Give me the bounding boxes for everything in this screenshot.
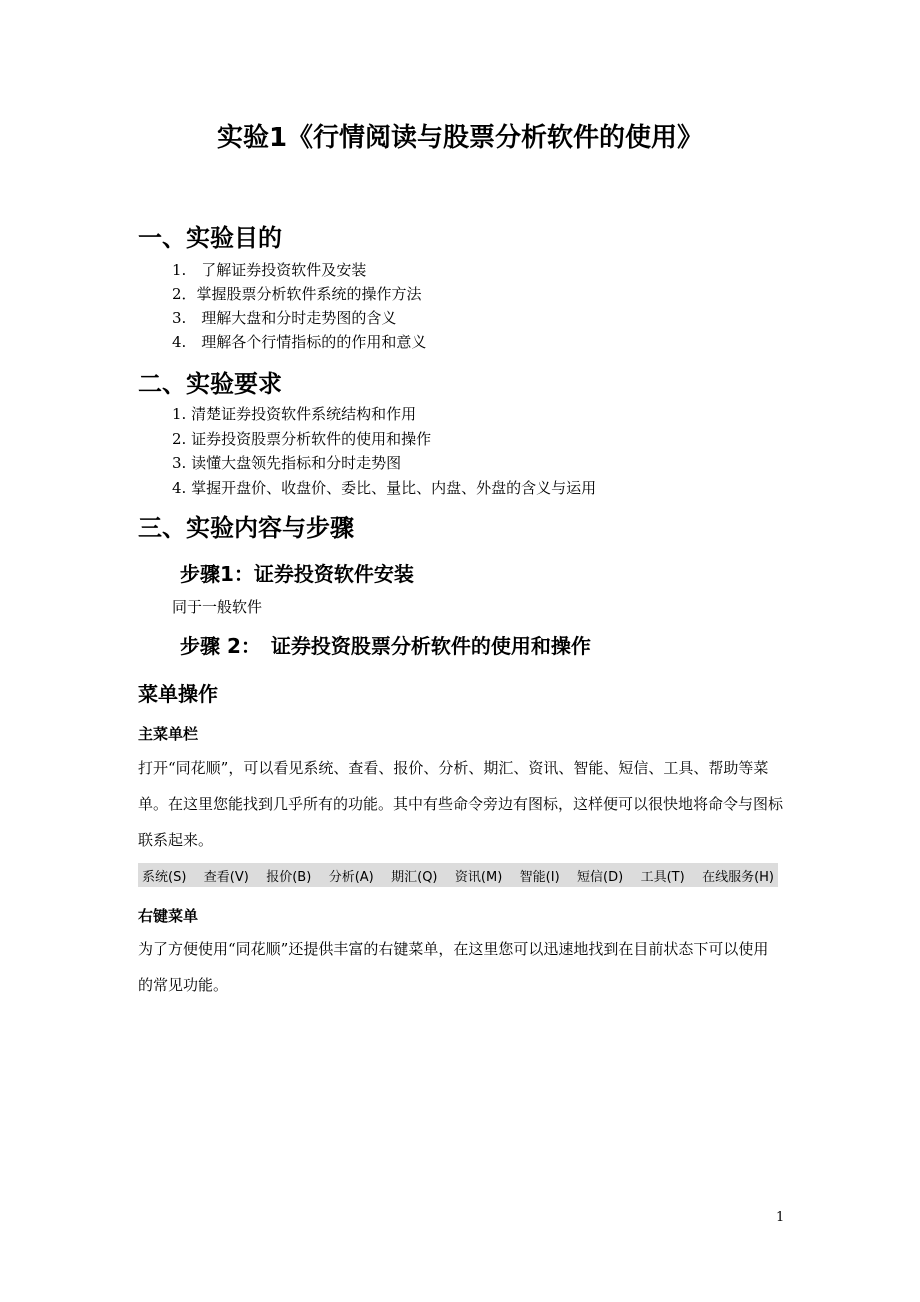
list-item: 4. 掌握开盘价、收盘价、委比、量比、内盘、外盘的含义与运用 [172, 479, 597, 497]
menu-item: 系统(S) [142, 869, 187, 885]
section-heading: 二、实验要求 [138, 370, 282, 398]
menu-item: 分析(A) [328, 869, 374, 885]
step-text: 同于一般软件 [172, 598, 263, 616]
list-item: 1. 清楚证券投资软件系统结构和作用 [172, 405, 417, 423]
menu-item: 资讯(M) [454, 869, 503, 885]
step-heading: 步骤1：证券投资软件安装 [180, 562, 414, 586]
list-item: 2．掌握股票分析软件系统的操作方法 [172, 285, 422, 303]
document-title: 实验1《行情阅读与股票分析软件的使用》 [216, 123, 704, 153]
section-heading: 一、实验目的 [138, 224, 282, 252]
subheading-context-menu: 右键菜单 [138, 907, 199, 925]
page-number: 1 [776, 1210, 785, 1225]
paragraph: 为了方便使用“同花顺”还提供丰富的右键菜单，在这里您可以迅速地找到在目前状态下可以使用的常见功能。 [138, 940, 769, 994]
menubar-screenshot [138, 863, 778, 887]
menu-item: 短信(D) [577, 869, 624, 885]
list-item: 4. 理解各个行情指标的的作用和意义 [172, 333, 427, 351]
list-item: 1. 了解证券投资软件及安装 [172, 261, 367, 279]
menu-item: 智能(I) [519, 869, 560, 885]
list-item: 3. 理解大盘和分时走势图的含义 [172, 309, 397, 327]
menu-item: 工具(T) [640, 869, 685, 885]
list-item: 2. 证券投资股票分析软件的使用和操作 [172, 430, 432, 448]
menu-item: 期汇(Q) [391, 869, 438, 885]
subheading-main-menu: 主菜单栏 [138, 725, 199, 743]
paragraph: 打开“同花顺”，可以看见系统、查看、报价、分析、期汇、资讯、智能、短信、工具、帮助等菜单。在这里您能找到几乎所有的功能。其中有些命令旁边有图标，这样便可以很快地将命令与图标联系起来。 [138, 759, 784, 849]
subsection-heading: 菜单操作 [138, 682, 218, 706]
menu-item: 在线服务(H) [702, 869, 774, 885]
list-item: 3. 读懂大盘领先指标和分时走势图 [172, 454, 402, 472]
step-heading: 步骤 2： 证券投资股票分析软件的使用和操作 [180, 634, 591, 658]
menu-item: 查看(V) [203, 869, 249, 885]
menu-item: 报价(B) [266, 869, 312, 885]
section-heading: 三、实验内容与步骤 [138, 514, 354, 542]
